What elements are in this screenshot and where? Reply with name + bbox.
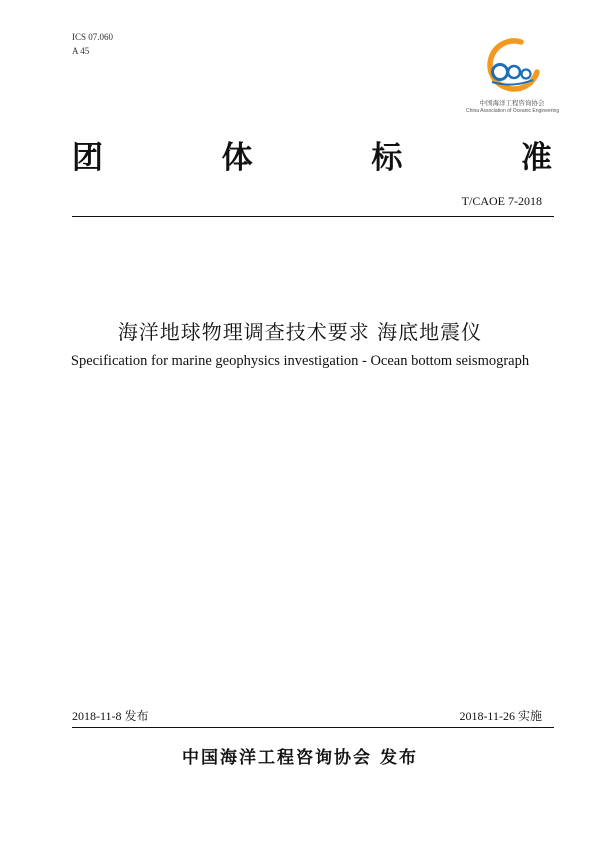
title-english: Specification for marine geophysics investigation - Ocean bottom seismograph [70,353,530,369]
bottom-divider [72,727,554,728]
issuer-line: 中国海洋工程咨询协会 发布 [182,748,418,768]
ics-code: ICS 07.060 [72,32,114,42]
ccs-code: A 45 [72,46,90,56]
logo-org-name-en: China Association of Oceanic Engineering [466,108,560,114]
top-divider [72,216,554,217]
standard-kind-char: 体 [221,140,255,176]
standard-kind-char: 标 [371,140,405,176]
organization-logo [466,34,558,114]
standard-kind-char: 团 [72,140,105,176]
standard-number: T/CAOE 7-2018 [461,194,542,208]
classification-codes [72,30,113,58]
logo-org-name-cn: 中国海洋工程咨询协会 [479,99,545,107]
implementation-date: 2018-11-26 实施 [459,709,542,723]
title-chinese: 海洋地球物理调查技术要求 海底地震仪 [117,320,483,344]
standard-kind-char: 准 [520,140,554,176]
publish-date: 2018-11-8 发布 [72,709,149,723]
caoe-logo-icon [481,34,543,94]
standard-kind-heading [72,132,554,177]
